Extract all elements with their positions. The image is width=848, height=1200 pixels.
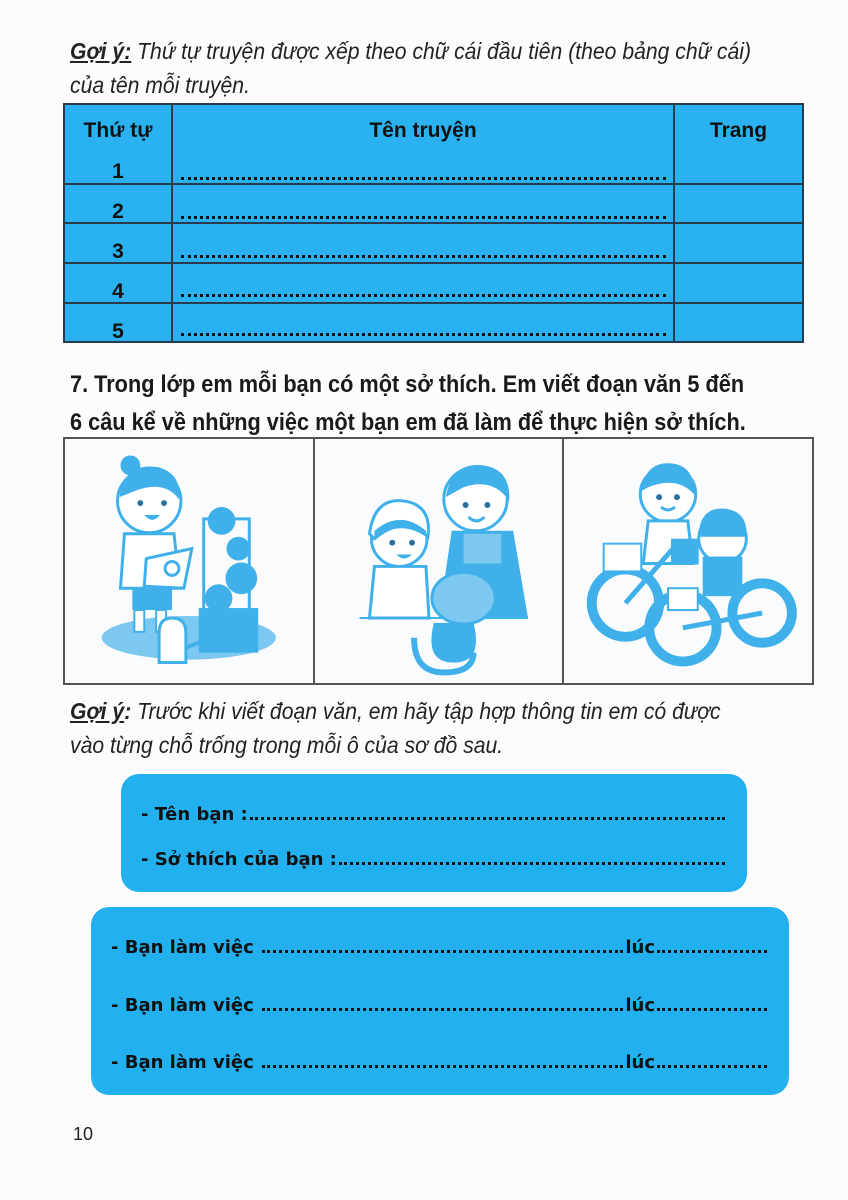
row-number: 2	[112, 200, 124, 223]
story-title-blank[interactable]	[181, 319, 666, 336]
header-order: Thứ tự	[83, 119, 153, 142]
time-label: lúc	[625, 995, 655, 1016]
page-number: 10	[73, 1124, 94, 1144]
friend-name-row	[141, 804, 727, 825]
hint-paragraph-2	[70, 694, 806, 762]
children-cycling-illustration	[564, 439, 812, 683]
activity-row	[111, 995, 769, 1016]
friend-name-blank[interactable]	[250, 805, 725, 820]
question-7	[70, 366, 812, 442]
activity-label: - Bạn làm việc	[111, 995, 254, 1016]
gardening-scene-icon	[65, 439, 313, 683]
activity-label: - Bạn làm việc	[111, 937, 254, 958]
story-title-blank[interactable]	[181, 202, 666, 219]
hobby-blank[interactable]	[339, 850, 725, 865]
mother-daughter-baking-illustration	[315, 439, 565, 683]
question-line-2: 6 câu kể về những việc một bạn em đã làm để thực hiện sở thích.	[70, 409, 746, 436]
hint-text: Thứ tự truyện được xếp theo chữ cái đầu tiên (theo bảng chữ cái)	[131, 38, 752, 64]
time-blank[interactable]	[657, 996, 767, 1011]
friend-info-box	[121, 774, 747, 892]
story-title-blank[interactable]	[181, 280, 666, 297]
row-number: 5	[112, 320, 124, 343]
activity-blank[interactable]	[262, 1053, 624, 1068]
activity-blank[interactable]	[262, 996, 624, 1011]
baking-scene-icon	[315, 439, 563, 683]
activity-label: - Bạn làm việc	[111, 1052, 254, 1073]
time-blank[interactable]	[657, 1053, 767, 1068]
activity-row	[111, 937, 769, 958]
hint-paragraph-1	[70, 34, 806, 102]
row-number: 4	[112, 280, 124, 303]
time-label: lúc	[625, 1052, 655, 1073]
illustration-strip	[63, 437, 814, 685]
hint-text-line2: của tên mỗi truyện.	[70, 72, 250, 98]
cycling-scene-icon	[564, 439, 812, 683]
activity-row	[111, 1052, 769, 1073]
row-number: 1	[112, 160, 124, 183]
question-line-1: 7. Trong lớp em mỗi bạn có một sở thích. Em viết đoạn văn 5 đến	[70, 371, 745, 398]
story-title-blank[interactable]	[181, 241, 666, 258]
hint-text: Trước khi viết đoạn văn, em hãy tập hợp thông tin em có được	[131, 698, 721, 724]
hint-text-line2: vào từng chỗ trống trong mỗi ô của sơ đồ sau.	[70, 732, 504, 758]
row-divider	[65, 222, 802, 224]
friend-name-label: - Tên bạn :	[141, 804, 248, 825]
hint-label: Gợi ý	[70, 698, 125, 724]
row-divider	[65, 302, 802, 304]
header-page: Trang	[709, 119, 768, 142]
header-story-title: Tên truyện	[369, 119, 477, 142]
activities-box	[91, 907, 789, 1095]
row-divider	[65, 183, 802, 185]
story-title-blank[interactable]	[181, 163, 666, 180]
time-blank[interactable]	[657, 938, 767, 953]
row-divider	[65, 262, 802, 264]
girl-gardening-illustration	[65, 439, 315, 683]
hint-label: Gợi ý:	[70, 38, 132, 64]
hint-colon: :	[124, 698, 132, 724]
row-number: 3	[112, 240, 124, 263]
time-label: lúc	[625, 937, 655, 958]
hobby-label: - Sở thích của bạn :	[141, 849, 337, 870]
story-order-table	[63, 103, 804, 343]
activity-blank[interactable]	[262, 938, 624, 953]
hobby-row	[141, 849, 727, 870]
